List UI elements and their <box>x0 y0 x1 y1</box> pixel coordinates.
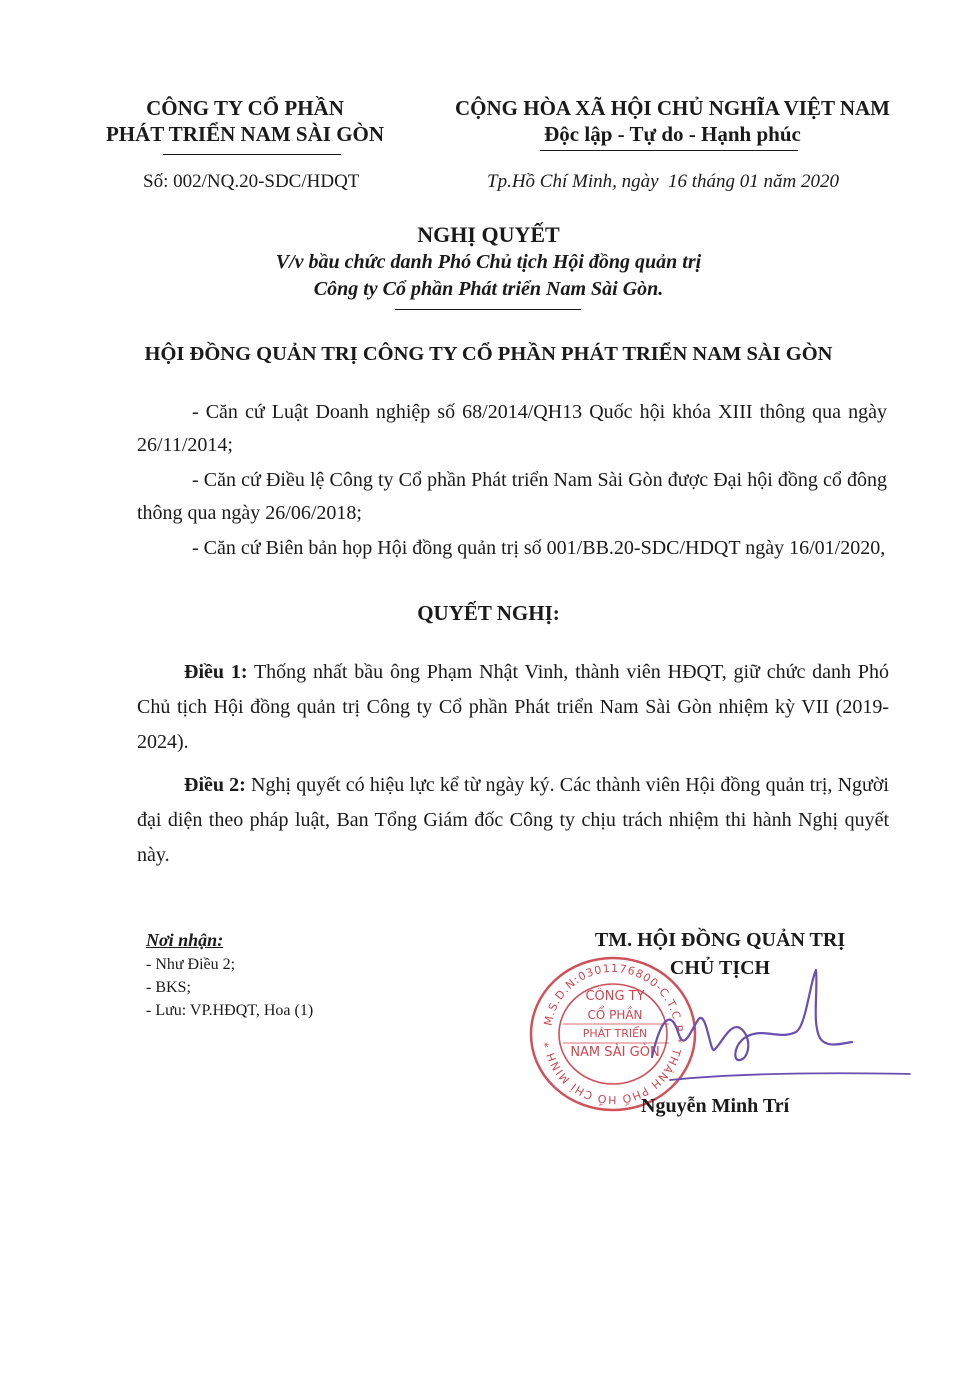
article-text: Nghị quyết có hiệu lực kể từ ngày ký. Các thành viên Hội đồng quản trị, Người đại diện theo pháp luật, Ban Tổng Giám đốc Công ty chịu trách nhiệm thi hành Nghị quyết này. <box>137 774 889 866</box>
nation-header <box>430 95 915 147</box>
recipient-item: - Lưu: VP.HĐQT, Hoa (1) <box>146 1002 314 1019</box>
motto-underline <box>540 150 798 151</box>
company-name-line2: PHÁT TRIỂN NAM SÀI GÒN <box>105 122 385 146</box>
legal-basis-item: - Căn cứ Điều lệ Công ty Cổ phần Phát triển Nam Sài Gòn được Đại hội đồng cổ đông thông qua ngày 26/06/2018; <box>137 469 887 524</box>
place-and-date: Tp.Hồ Chí Minh, ngày 16 tháng 01 năm 2020 <box>487 171 840 192</box>
article-label: Điều 1: <box>184 661 248 683</box>
article-2 <box>137 768 889 873</box>
svg-text:M.S.D.N:0301176800-C.T.C.P * T: M.S.D.N:0301176800-C.T.C.P * THÀNH PHỐ HỒ CHÍ MINH * <box>541 961 686 1107</box>
title-underline <box>395 309 581 310</box>
legal-basis-item: - Căn cứ Biên bản họp Hội đồng quản trị số 001/BB.20-SDC/HDQT ngày 16/01/2020, <box>192 537 886 559</box>
subject-line-1: V/v bầu chức danh Phó Chủ tịch Hội đồng quản trị <box>275 251 702 273</box>
signature-position: CHỦ TỊCH <box>669 957 771 979</box>
article-label: Điều 2: <box>184 774 246 796</box>
article-1 <box>137 655 889 760</box>
document-number: Số: 002/NQ.20-SDC/HDQT <box>143 171 360 192</box>
recipient-item: - Như Điều 2; <box>146 956 236 973</box>
legal-basis-item: - Căn cứ Luật Doanh nghiệp số 68/2014/QH13 Quốc hội khóa XIII thông qua ngày 26/11/2014; <box>137 401 887 456</box>
articles <box>137 655 889 873</box>
recipients-block <box>146 930 313 1022</box>
signer-name: Nguyễn Minh Trí <box>641 1095 790 1117</box>
resolution-heading: QUYẾT NGHỊ: <box>417 601 560 625</box>
company-underline <box>163 154 341 155</box>
company-name-line1: CÔNG TY CỔ PHẦN <box>146 96 344 120</box>
svg-text:NAM SÀI GÒN: NAM SÀI GÒN <box>570 1045 660 1060</box>
nation-name: CỘNG HÒA XÃ HỘI CHỦ NGHĨA VIỆT NAM <box>454 96 891 120</box>
nation-motto: Độc lập - Tự do - Hạnh phúc <box>544 122 801 146</box>
legal-bases <box>137 396 887 565</box>
recipients-heading: Nơi nhận: <box>146 930 224 950</box>
article-text: Thống nhất bầu ông Phạm Nhật Vinh, thành viên HĐQT, giữ chức danh Phó Chủ tịch Hội đồng quản trị Công ty Cổ phần Phát triển Nam Sài Gòn nhiệm kỳ VII (2019-2024). <box>137 661 889 753</box>
issuing-body: HỘI ĐỒNG QUẢN TRỊ CÔNG TY CỔ PHẦN PHÁT TRIỂN NAM SÀI GÒN <box>144 343 833 365</box>
svg-text:CỔ PHẦN: CỔ PHẦN <box>587 1008 643 1022</box>
subject-line-2: Công ty Cổ phần Phát triển Nam Sài Gòn. <box>313 278 664 300</box>
company-header <box>90 95 400 147</box>
document-subject <box>100 249 877 303</box>
document-title: NGHỊ QUYẾT <box>417 222 560 247</box>
svg-text:CÔNG TY: CÔNG TY <box>585 989 645 1004</box>
recipient-item: - BKS; <box>146 979 191 996</box>
signature-on-behalf: TM. HỘI ĐỒNG QUẢN TRỊ <box>594 929 846 951</box>
svg-text:PHÁT TRIỂN: PHÁT TRIỂN <box>582 1027 648 1040</box>
handwritten-signature <box>640 962 920 1112</box>
